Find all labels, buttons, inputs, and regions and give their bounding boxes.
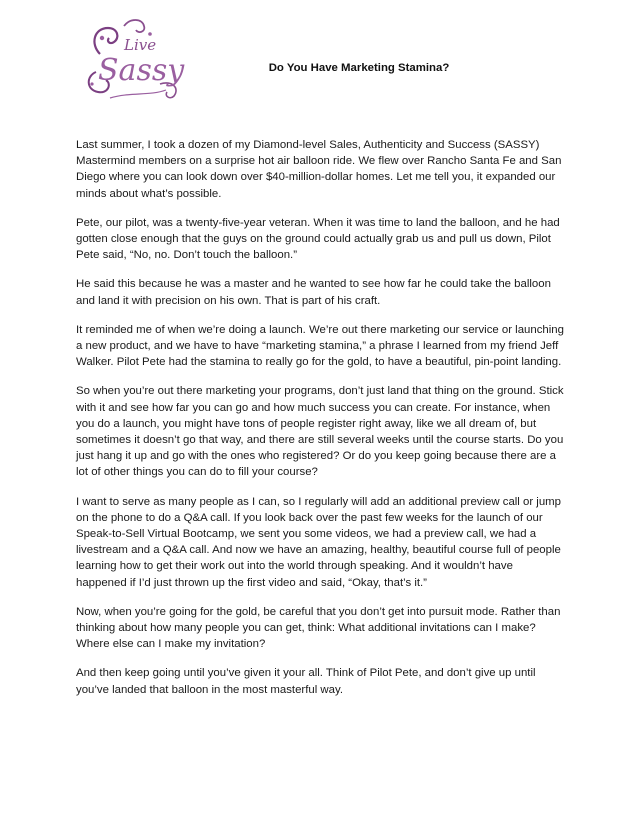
page-title: Do You Have Marketing Stamina? xyxy=(268,62,450,74)
paragraph: He said this because he was a master and he wanted to see how far he could take the balloon and land it with precision on his own. That is part of his craft. xyxy=(76,278,551,307)
live-sassy-logo xyxy=(80,14,190,102)
paragraph: Now, when you’re going for the gold, be careful that you don’t get into pursuit mode. Rather than thinking about how many people you can get, think: What additional invitations can I make? Where else can I make my invitation? xyxy=(76,605,561,651)
paragraph: Last summer, I took a dozen of my Diamond-level Sales, Authenticity and Success (SASSY) Mastermind members on a surprise hot air balloon ride. We flew over Rancho Santa Fe and San Diego where you can look down over $40-million-dollar homes. Let me tell you, it expanded our minds about what’s possible. xyxy=(76,139,562,200)
logo-text-live: Live xyxy=(124,36,157,54)
paragraph: Pete, our pilot, was a twenty-five-year veteran. When it was time to land the balloon, and he had gotten close enough that the guys on the ground could actually grab us and pull us down, Pilot Pete said, “No, no. Don’t touch the balloon.” xyxy=(76,216,560,262)
paragraph: I want to serve as many people as I can, so I regularly will add an additional preview call or jump on the phone to do a Q&A call. If you look back over the past few weeks for the launch of our Speak-to-Sell Virtual Bootcamp, we sent you some videos, we had a preview call, we had a livestream and a Q&A call. And now we have an amazing, healthy, beautiful course full of people learning how to get their work out into the world through speaking. And it wouldn’t have happened if I’d just thrown up the first video and said, “Okay, that’s it.” xyxy=(76,495,561,589)
article-body xyxy=(76,137,566,711)
logo-text-sassy: Sassy xyxy=(98,53,185,88)
paragraph: And then keep going until you’ve given it your all. Think of Pilot Pete, and don’t give up until you’ve landed that balloon in the most masterful way. xyxy=(76,667,536,696)
logo-flourish-icon xyxy=(80,14,190,102)
paragraph: So when you’re out there marketing your programs, don’t just land that thing on the ground. Stick with it and see how far you can go and how much success you can create. For instance, when you do a launch, you might have tons of people register right away, like we all dream of, but sometimes it doesn’t go that way, and there are still several weeks until the course starts. Do you just hang it up and go with the ones who registered? Or do you keep going because there are a lot of other things you can do to fill your course? xyxy=(76,385,564,479)
paragraph: It reminded me of when we’re doing a launch. We’re out there marketing our service or launching a new product, and we have to have “marketing stamina,” a phrase I learned from my friend Jeff Walker. Pilot Pete had the stamina to really go for the gold, to have a beautiful, pin-point landing. xyxy=(76,323,564,369)
